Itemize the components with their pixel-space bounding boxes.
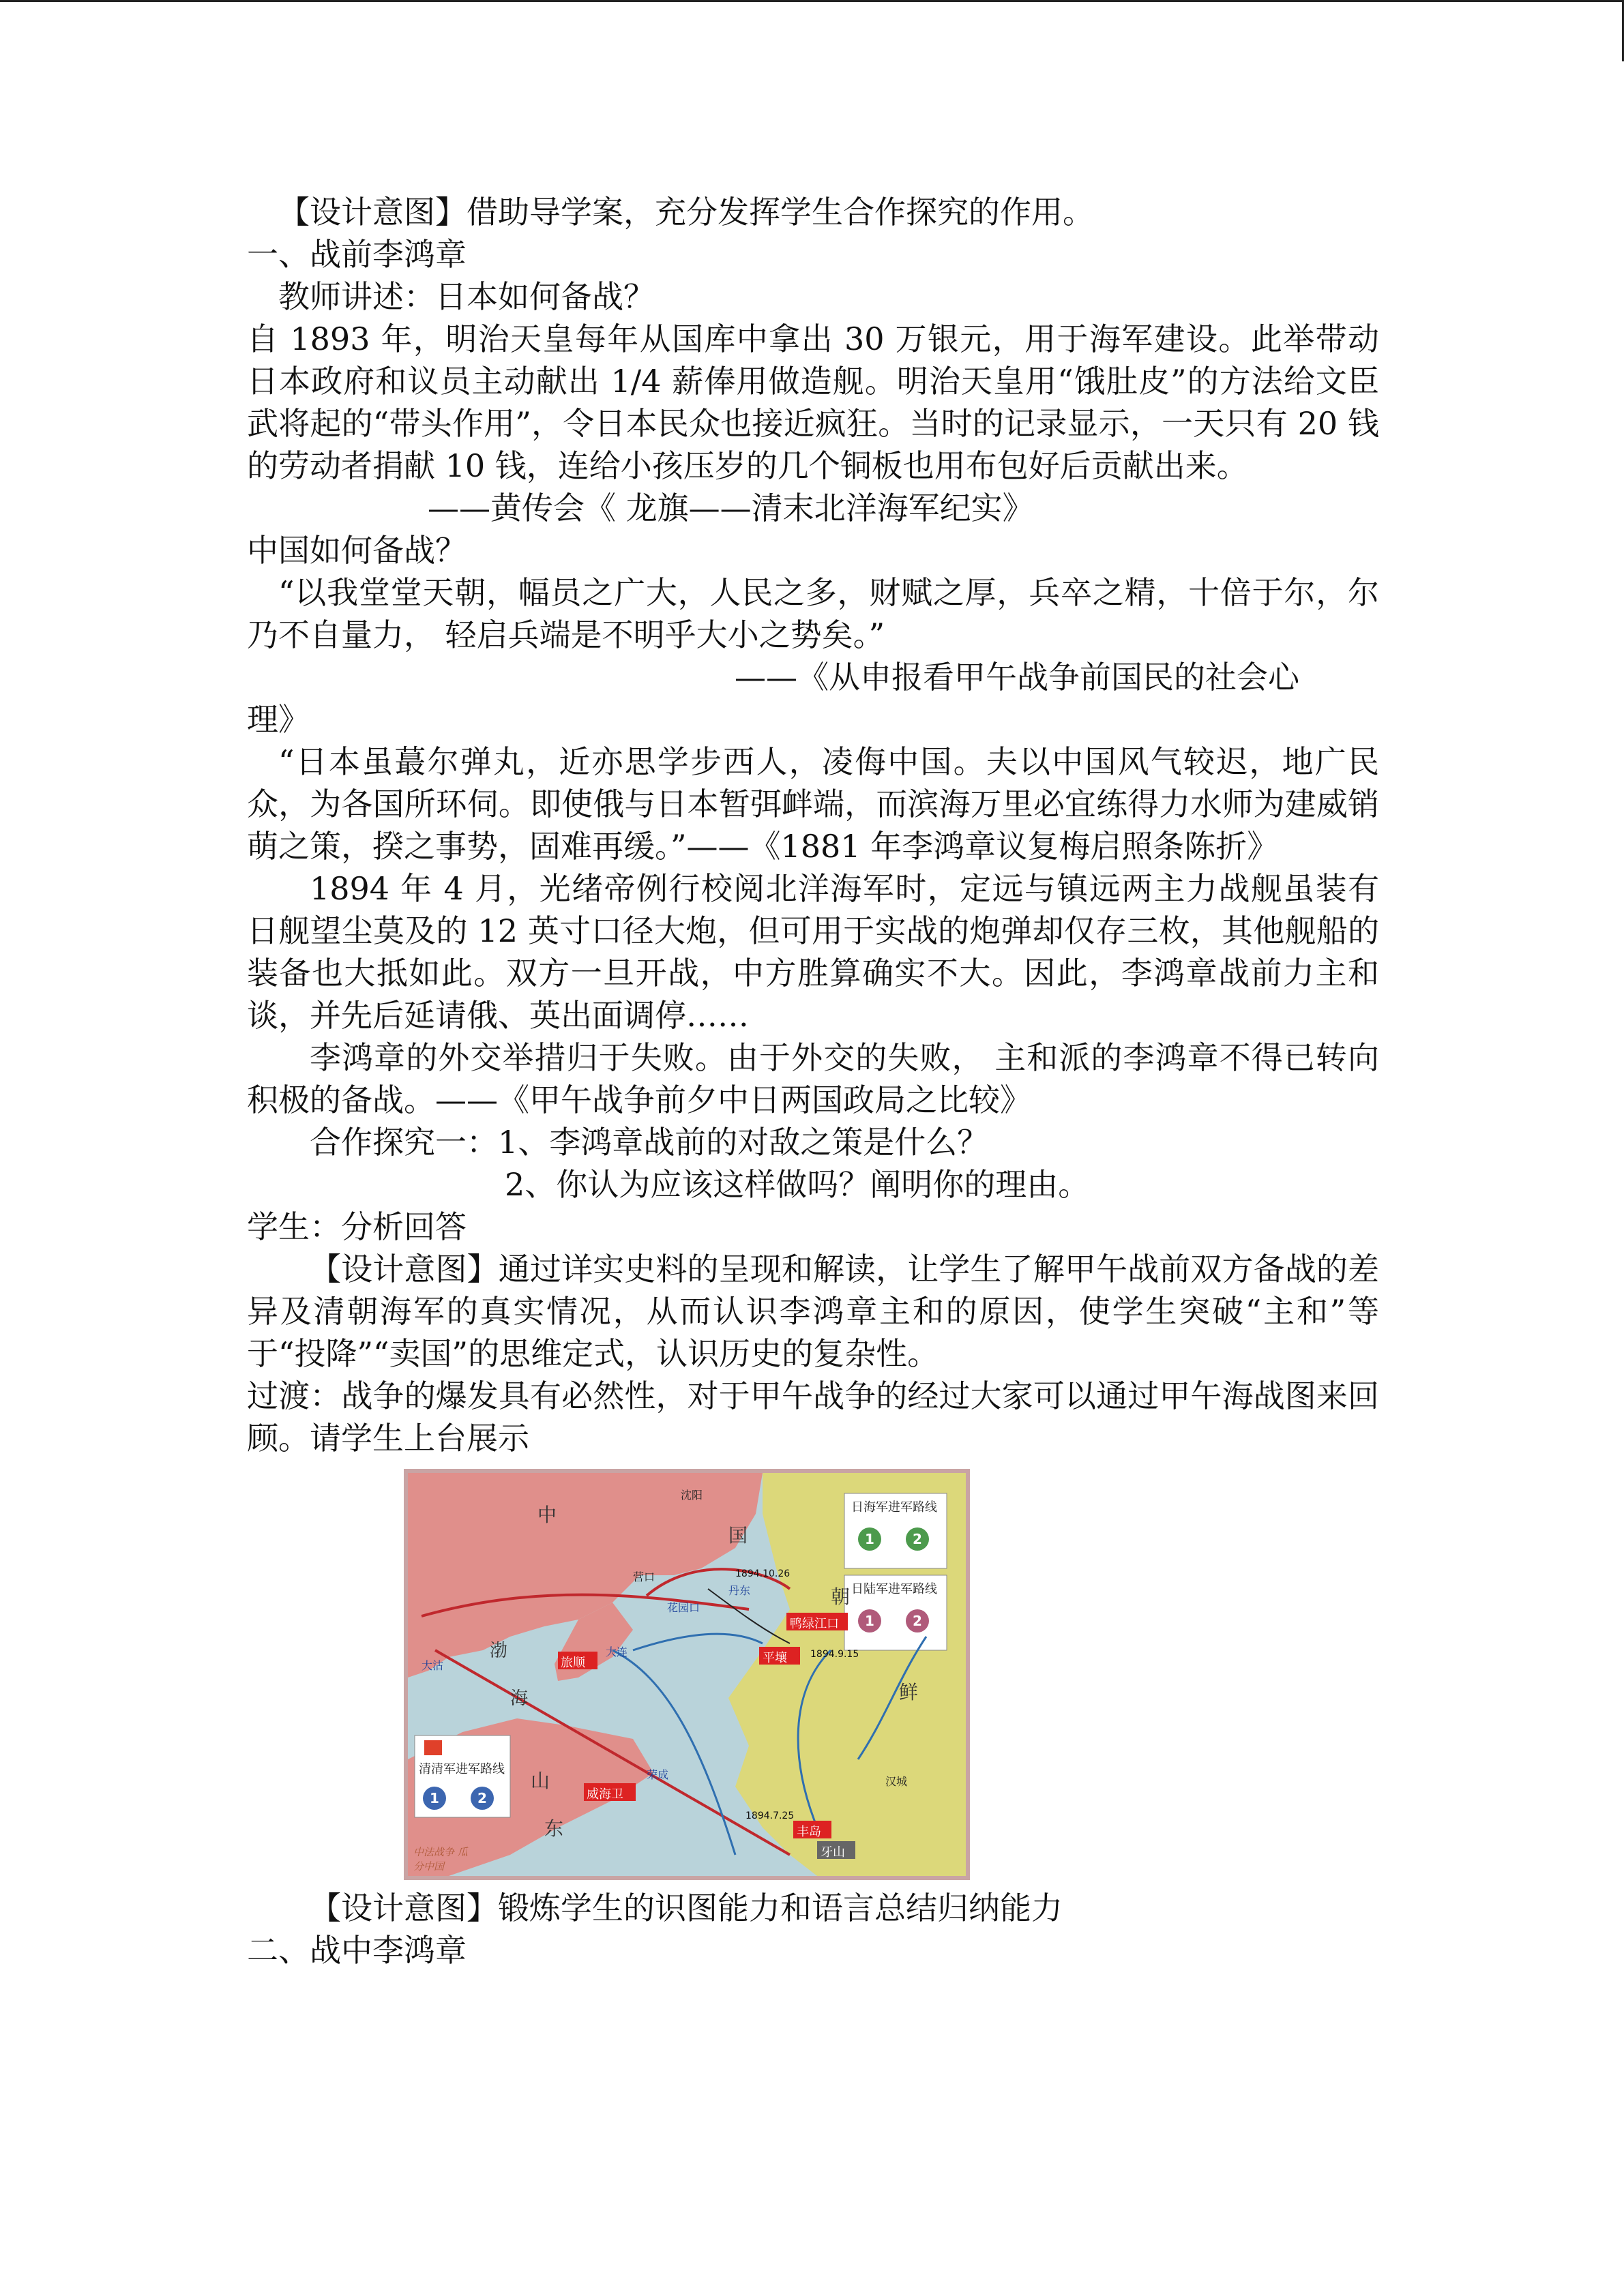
map-caption: 中法战争 瓜分中国 [413, 1846, 468, 1873]
legend-qing-label: 清清军进军路线 [419, 1762, 505, 1776]
marker-army-1: 1 [858, 1609, 881, 1632]
place-shenyang: 沈阳 [681, 1489, 703, 1502]
place-dalian: 大连 [606, 1645, 628, 1658]
marker-qing-1: 1 [423, 1787, 446, 1810]
marker-army-2: 2 [906, 1609, 929, 1632]
place-rongcheng: 荣成 [647, 1768, 669, 1781]
region-zhong: 中 [537, 1504, 557, 1526]
region-shan: 山 [531, 1770, 550, 1792]
citation-2a: ——《从申报看甲午战争前国民的社会心 [735, 659, 1299, 696]
region-chao: 朝 [831, 1585, 851, 1608]
place-hancheng: 汉城 [885, 1775, 908, 1788]
document-body [247, 191, 1379, 1971]
place-lushun: 旅顺 [561, 1656, 585, 1670]
date-fengdao: 1894.7.25 [745, 1810, 795, 1821]
student-answer: 学生：分析回答 [247, 1208, 467, 1245]
section-heading-2: 二、战中李鸿章 [247, 1932, 467, 1969]
quote-shenbao: “以我堂堂天朝，幅员之广大，人民之多，财赋之厚，兵卒之精，十倍于尔，尔乃不自量力， 轻启兵端是不明乎大小之势矣。” [247, 574, 1379, 653]
quote-lihongzhang: “日本虽蕞尔弹丸，近亦思学步西人，凌侮中国。夫以中国风气较迟，地广民众，为各国所环伺。即使俄与日本暂弭衅端，而滨海万里必宜练得力水师为建威销萌之策，揆之事势，固难再缓。”——《1881 年李鸿章议复梅启照条陈折》 [247, 743, 1379, 865]
sino-japanese-war-map [404, 1469, 970, 1880]
flag-icon [424, 1740, 442, 1755]
place-weihaiwei: 威海卫 [587, 1787, 623, 1802]
marker-qing-2: 2 [471, 1787, 494, 1810]
transition-line: 过渡：战争的爆发具有必然性，对于甲午战争的经过大家可以通过甲午海战图来回顾。请学生上台展示 [247, 1377, 1379, 1457]
citation-1: ——黄传会《 龙旗——清末北洋海军纪实》 [428, 490, 1034, 526]
section-heading-1: 一、战前李鸿章 [247, 236, 467, 273]
design-intent-1: 【设计意图】借助导学案，充分发挥学生合作探究的作用。 [278, 194, 1094, 230]
teacher-line: 教师讲述：日本如何备战？ [278, 278, 655, 315]
place-fengdao: 丰岛 [797, 1825, 821, 1839]
region-bo: 渤 [490, 1641, 508, 1661]
coop-question-2: 2、你认为应该这样做吗？阐明你的理由。 [505, 1166, 1090, 1203]
region-dong: 东 [544, 1817, 564, 1840]
place-dangdong: 丹东 [728, 1584, 751, 1597]
top-border [0, 0, 1624, 2]
design-intent-2: 【设计意图】通过详实史料的呈现和解读，让学生了解甲午战前双方备战的差异及清朝海军的真实情况，从而认识李鸿章主和的原因，使学生突破“主和”等于“投降”“卖国”的思维定式，认识历史的复杂性。 [247, 1251, 1379, 1372]
place-pingrang: 平壤 [763, 1651, 787, 1665]
marker-navy-2: 2 [906, 1527, 929, 1551]
date-pingrang: 1894.9.15 [810, 1649, 859, 1660]
legend-japan-navy-label: 日海军进军路线 [851, 1500, 937, 1515]
paragraph-diplomacy: 李鸿章的外交举措归于失败。由于外交的失败， 主和派的李鸿章不得已转向积极的备战。——《甲午战争前夕中日两国政局之比较》 [247, 1039, 1379, 1118]
paragraph-japan-prep: 自 1893 年，明治天皇每年从国库中拿出 30 万银元，用于海军建设。此举带动日本政府和议员主动献出 1/4 薪俸用做造舰。明治天皇用“饿肚皮”的方法给文臣武将起的“带头作用”，令日本民众也接近疯狂。当时的记录显示，一天只有 20 钱的劳动者捐献 10 钱，连给小孩压岁的几个铜板也用布包好后贡献出来。 [247, 320, 1379, 484]
place-yalu: 鸭绿江口 [790, 1617, 839, 1631]
marker-navy-1: 1 [858, 1527, 881, 1551]
place-yingkou: 营口 [633, 1570, 655, 1583]
place-yashan: 牙山 [821, 1845, 845, 1860]
region-hai: 海 [510, 1688, 529, 1709]
region-xian: 鲜 [899, 1681, 919, 1703]
place-dagu: 大沽 [422, 1659, 444, 1672]
date-yalu: 1894.10.26 [735, 1568, 791, 1579]
citation-2b: 理》 [247, 701, 310, 738]
region-guo: 国 [728, 1524, 748, 1547]
question-china: 中国如何备战？ [247, 532, 467, 569]
paragraph-1894: 1894 年 4 月，光绪帝例行校阅北洋海军时，定远与镇远两主力战舰虽装有日舰望尘莫及的 12 英寸口径大炮，但可用于实战的炮弹却仅存三枚，其他舰船的装备也大抵如此。双方一旦开战，中方胜算确实不大。因此，李鸿章战前力主和谈，并先后延请俄、英出面调停…… [247, 870, 1379, 1034]
legend-japan-army-label: 日陆军进军路线 [851, 1582, 937, 1596]
place-huayuankou: 花园口 [667, 1601, 700, 1614]
coop-question-1: 合作探究一：1、李鸿章战前的对敌之策是什么？ [310, 1124, 989, 1161]
design-intent-3: 【设计意图】锻炼学生的识图能力和语言总结归纳能力 [310, 1890, 1063, 1926]
